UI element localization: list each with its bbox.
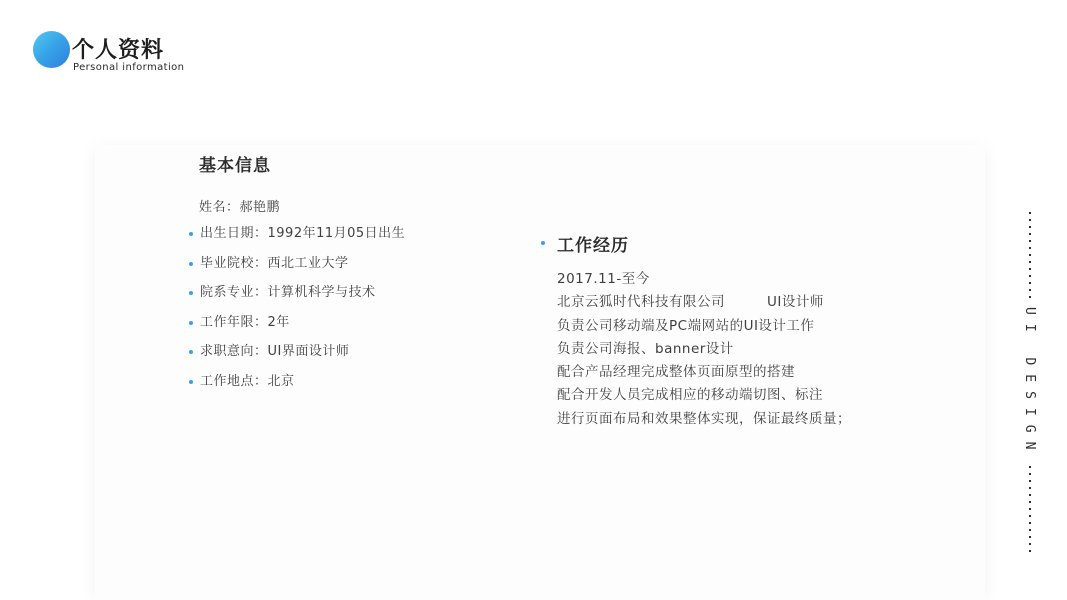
page-subtitle: Personal information [73,62,185,73]
list-item-label: 工作年限：2年 [200,314,290,330]
work-company-row [557,291,917,314]
list-item-label: 求职意向：UI界面设计师 [200,344,350,359]
list-item-label: 毕业院校：西北工业大学 [200,255,349,271]
work-experience-heading-row [541,231,629,256]
logo-circle-icon [33,31,70,68]
page-title: 个人资料 [72,38,165,63]
work-experience-body [557,268,917,431]
work-duty: 配合开发人员完成相应的移动端切图、标注 [557,387,823,404]
work-company: 北京云狐时代科技有限公司 [557,294,725,311]
list-item [189,227,405,241]
bullet-dot-icon [189,321,193,325]
list-item-label: 院系专业：计算机科学与技术 [200,285,376,300]
vertical-ui-design-label: UI DESIGN [1022,307,1037,459]
work-role: UI设计师 [767,294,824,311]
list-item [189,257,405,271]
work-duty: 配合产品经理完成整体页面原型的搭建 [557,364,795,381]
work-duty: 负责公司移动端及PC端网站的UI设计工作 [557,317,815,334]
list-item [189,316,405,330]
work-duty: 负责公司海报、banner设计 [557,340,734,357]
bullet-dot-icon [189,291,193,295]
dotted-line-top [1029,212,1031,299]
list-item-label: 工作地点：北京 [200,373,295,389]
list-item [189,345,405,359]
bullet-dot-icon [541,241,545,245]
bullet-dot-icon [189,380,193,384]
list-item [189,375,405,389]
work-duty: 进行页面布局和效果整体实现，保证最终质量； [557,410,851,427]
name-line: 姓名：郝艳鹏 [199,200,281,215]
work-period: 2017.11-至今 [557,271,650,287]
list-item [189,286,405,300]
dotted-line-bottom [1029,466,1031,553]
bullet-dot-icon [189,232,193,236]
bullet-dot-icon [189,350,193,354]
bullet-dot-icon [189,262,193,266]
list-item-label: 出生日期：1992年11月05日出生 [200,226,406,241]
work-experience-heading: 工作经历 [557,236,629,256]
basic-info-list [189,227,405,388]
basic-info-heading: 基本信息 [199,156,271,176]
